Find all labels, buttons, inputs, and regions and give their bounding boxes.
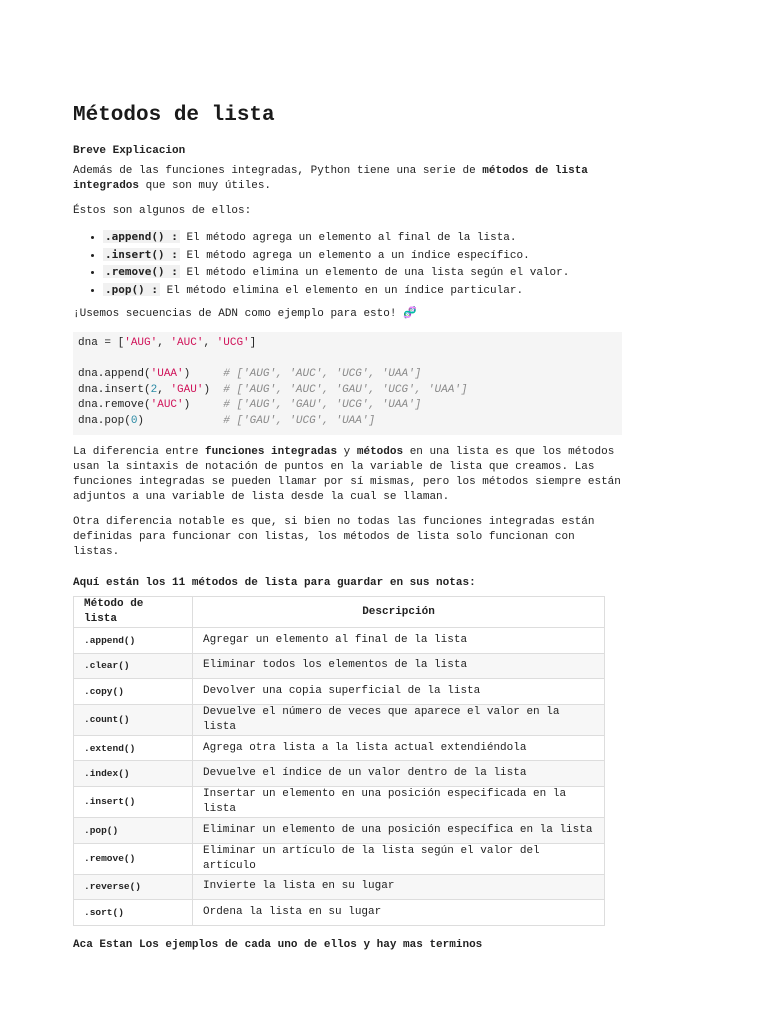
methods-bullet-list [73,229,623,299]
code-token: , [157,383,171,396]
code-token: ) [183,399,224,411]
bullet-method: .append() : [105,230,178,243]
description-cell: Agrega otra lista a la lista actual extendiéndola [193,735,605,761]
code-line-2 [78,368,421,380]
description-cell: Ordena la lista en su lugar [193,900,605,926]
table-row [74,786,605,817]
header-method: Método de lista [74,597,193,628]
code-token: ] [249,337,257,349]
method-cell: .copy() [74,679,193,705]
bullet-method: .pop() : [105,282,158,296]
code-comment: # ['AUG', 'AUC', 'GAU', 'UCG', 'UAA'] [223,383,468,396]
code-block [73,332,622,435]
page-title: Métodos de lista [73,104,275,127]
method-cell: .remove() [74,843,193,874]
code-token: ) [203,383,224,396]
bullet-text: El método elimina un elemento de una lista según el valor. [179,267,570,279]
code-line-1 [78,337,256,349]
description-cell: Invierte la lista en su lugar [193,874,605,900]
code-number: 2 [150,383,158,396]
paragraph-bold: métodos [356,446,404,458]
intro-text-end: que son muy útiles. [139,180,272,192]
code-token: dna = [ [78,337,125,349]
intro-bold: métodos de lista integrados [73,165,588,192]
paragraph-bold: funciones integradas [205,446,338,458]
code-comment: # ['AUG', 'AUC', 'UCG', 'UAA'] [223,368,422,380]
method-cell: .insert() [74,786,193,817]
code-string: 'UCG' [216,337,250,349]
code-token: ) [183,368,224,380]
description-cell: Agregar un elemento al final de la lista [193,628,605,654]
method-cell: .count() [74,704,193,735]
paragraph-text: La diferencia entre [73,446,206,458]
code-token: ) [137,414,224,427]
document-content [73,102,623,953]
table-header-row [74,597,605,628]
bullet-method: .insert() : [105,247,178,261]
code-string: 'AUC' [150,399,184,411]
method-cell: .reverse() [74,874,193,900]
intro-text: Además de las funciones integradas, Python tiene una serie de [73,165,483,177]
code-string: 'AUC' [170,337,204,349]
code-line-4 [78,399,421,411]
code-line-3 [78,384,468,396]
table-row [74,843,605,874]
code-number: 0 [130,414,138,427]
bullet-pop [103,282,623,300]
difference-paragraph [73,445,623,505]
footer-note: Aca Estan Los ejemplos de cada uno de ellos y hay mas terminos [73,938,483,951]
code-string: 'AUG' [124,337,158,349]
bullet-text: El método agrega un elemento al final de la lista. [179,232,517,244]
method-cell: .pop() [74,817,193,843]
bullet-text: El método elimina el elemento en un índice particular. [159,284,524,297]
method-cell: .clear() [74,653,193,679]
table-row [74,679,605,705]
code-comment: # ['AUG', 'GAU', 'UCG', 'UAA'] [223,399,422,411]
bullet-insert [103,247,623,265]
table-row [74,628,605,654]
method-cell: .extend() [74,735,193,761]
description-cell: Devuelve el número de veces que aparece el valor en la lista [193,704,605,735]
table-row [74,900,605,926]
code-string: 'GAU' [170,383,204,396]
intro-paragraph [73,164,623,194]
code-token: dna.remove( [78,399,151,411]
method-cell: .sort() [74,900,193,926]
table-row [74,817,605,843]
code-token: , [157,337,171,349]
code-line-5 [78,415,375,427]
dna-intro: ¡Usemos secuencias de ADN como ejemplo para esto! 🧬 [73,308,417,320]
bullet-text: El método agrega un elemento a un índice específico. [179,249,530,262]
bullet-remove [103,264,623,282]
code-token: , [203,337,217,349]
description-cell: Eliminar un artículo de la lista según el valor del artículo [193,843,605,874]
description-cell: Devolver una copia superficial de la lista [193,679,605,705]
subtitle: Breve Explicacion [73,145,186,157]
table-row [74,735,605,761]
paragraph-text: en una lista es que los métodos usan la sintaxis de notación de puntos en la variable de lista que creamos. Las funciones integradas se pueden llamar por sí mismas, pero los métodos siempre están adjuntos a una variable de lista desde la cual se llaman. [73,446,621,503]
code-token: dna.append( [78,368,151,380]
some-label: Éstos son algunos de ellos: [73,205,252,217]
code-token: dna.insert( [78,383,151,396]
description-cell: Devuelve el índice de un valor dentro de la lista [193,761,605,787]
paragraph-text: y [337,446,357,458]
description-cell: Insertar un elemento en una posición especificada en la lista [193,786,605,817]
bullet-append [103,229,623,247]
table-row [74,874,605,900]
code-token: dna.pop( [78,414,131,427]
table-title: Aquí están los 11 métodos de lista para guardar en sus notas: [73,577,476,589]
description-cell: Eliminar un elemento de una posición específica en la lista [193,817,605,843]
table-row [74,761,605,787]
table-row [74,704,605,735]
bullet-method: .remove() : [105,265,178,278]
method-cell: .append() [74,628,193,654]
table-row [74,653,605,679]
second-difference-paragraph: Otra diferencia notable es que, si bien no todas las funciones integradas están definidas para funcionar con listas, los métodos de lista solo funcionan con listas. [73,516,595,558]
code-string: 'UAA' [150,368,184,380]
code-comment: # ['GAU', 'UCG', 'UAA'] [223,414,376,427]
description-cell: Eliminar todos los elementos de la lista [193,653,605,679]
methods-table [73,596,605,926]
header-description: Descripción [193,597,605,628]
method-cell: .index() [74,761,193,787]
